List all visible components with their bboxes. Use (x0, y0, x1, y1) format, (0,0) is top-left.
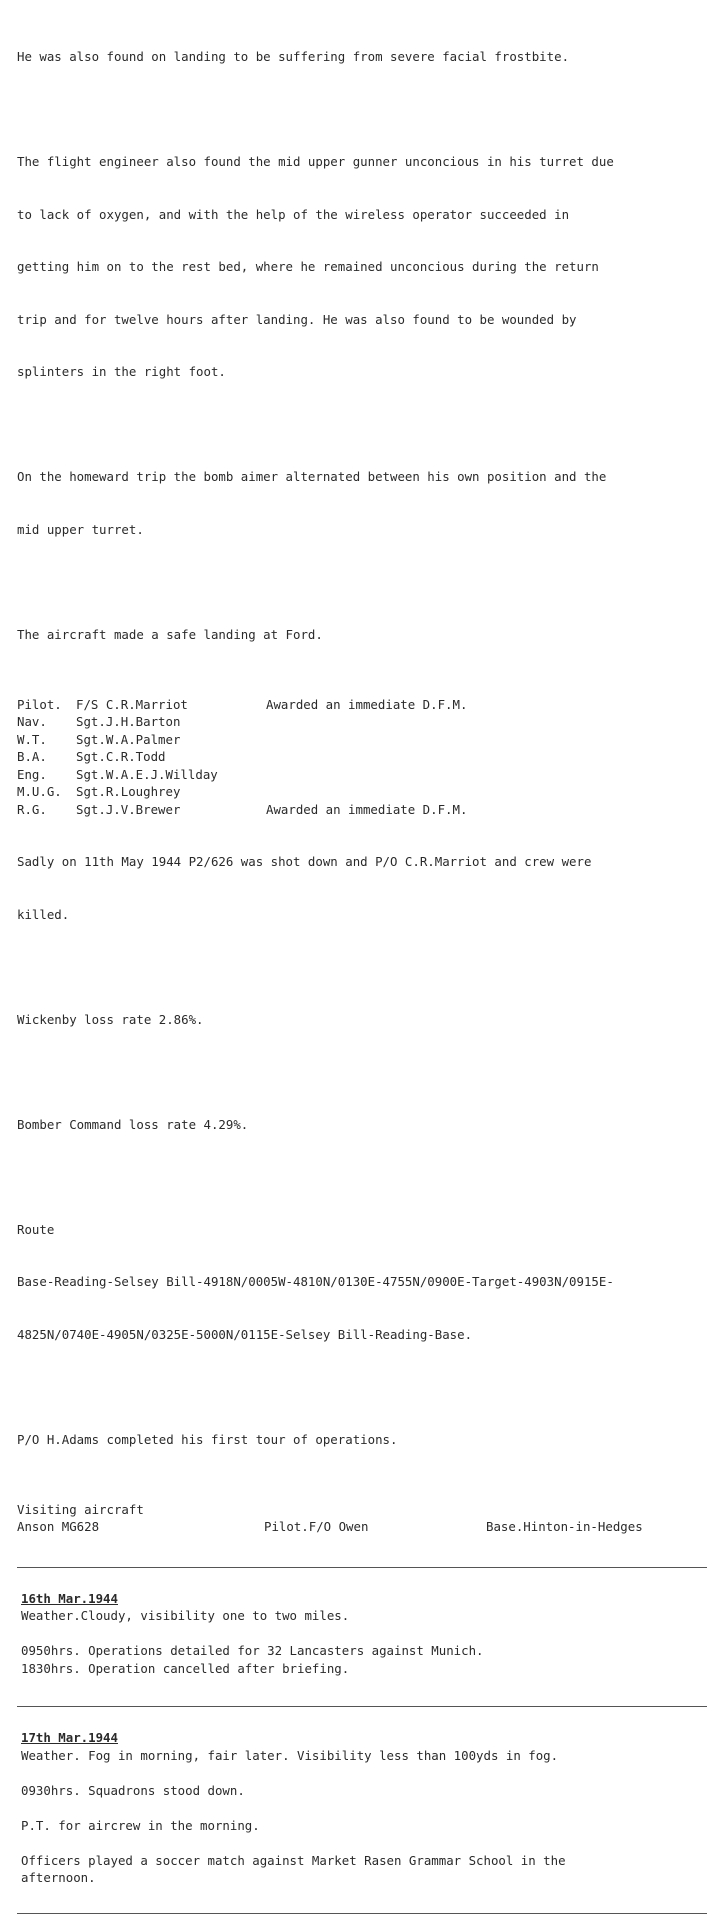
text-line: mid upper turret. (17, 521, 144, 537)
crew-row (17, 731, 717, 749)
tour-paragraph (17, 1396, 717, 1484)
entry-weather: Weather.Cloudy, visibility one to two miles. (21, 1608, 350, 1623)
crew-name: Sgt.W.A.E.J.Willday (76, 766, 218, 782)
diary-entry-17-mar (17, 1729, 717, 1887)
crew-role: Eng. (17, 766, 47, 782)
visiting-label: Visiting aircraft (17, 1501, 144, 1517)
section-divider (17, 1706, 707, 1707)
wickenby-loss-rate (17, 976, 717, 1064)
text-line: Sadly on 11th May 1944 P2/626 was shot down and P/O C.R.Marriot and crew were (17, 854, 592, 869)
crew-role: R.G. (17, 801, 47, 817)
crew-name: F/S C.R.Marriot (76, 696, 188, 712)
text-line: killed. (17, 906, 70, 922)
entry-date: 16th Mar.1944 (21, 1590, 118, 1606)
crew-row (17, 748, 717, 766)
document-page (17, 13, 717, 1914)
route-line: 4825N/0740E-4905N/0325E-5000N/0115E-Selsey Bill-Reading-Base. (17, 1326, 473, 1342)
crew-row (17, 801, 717, 819)
section-divider (17, 1567, 707, 1568)
aftermath-paragraph (17, 818, 717, 958)
crew-row (17, 696, 717, 714)
text-line: 0950hrs. Operations detailed for 32 Lancasters against Munich. (21, 1643, 484, 1658)
entry-date: 17th Mar.1944 (21, 1730, 118, 1745)
visiting-base: Base.Hinton-in-Hedges (486, 1519, 643, 1534)
visiting-row (17, 1518, 717, 1536)
crew-name: Sgt.W.A.Palmer (76, 731, 181, 747)
frostbite-paragraph (17, 13, 717, 101)
crew-name: Sgt.R.Loughrey (76, 784, 181, 799)
diary-entry-16-mar (17, 1590, 717, 1678)
crew-list (17, 696, 717, 819)
text-line: Officers played a soccer match against Market Rasen Grammar School in the (21, 1852, 566, 1868)
route-label: Route (17, 1221, 55, 1237)
crew-role: Pilot. (17, 696, 62, 712)
section-divider (17, 1913, 707, 1914)
visiting-aircraft (17, 1501, 717, 1536)
crew-award: Awarded an immediate D.F.M. (266, 801, 468, 817)
spacer (21, 1834, 717, 1852)
crew-row (17, 713, 717, 731)
spacer (21, 1764, 717, 1782)
landing-paragraph (17, 591, 717, 679)
spacer (21, 1625, 717, 1643)
text-line: trip and for twelve hours after landing. He was also found to be wounded by (17, 311, 577, 327)
crew-row (17, 766, 717, 784)
text-line: afternoon. (21, 1870, 96, 1885)
text-line: 1830hrs. Operation cancelled after briefing. (21, 1660, 350, 1676)
text-line: He was also found on landing to be suffering from severe facial frostbite. (17, 49, 570, 64)
homeward-paragraph (17, 433, 717, 573)
text-line: On the homeward trip the bomb aimer alternated between his own position and the (17, 469, 607, 484)
text-line: splinters in the right foot. (17, 364, 226, 379)
text-line: P.T. for aircrew in the morning. (21, 1817, 260, 1833)
crew-name: Sgt.J.V.Brewer (76, 801, 181, 817)
route-line: Base-Reading-Selsey Bill-4918N/0005W-4810N/0130E-4755N/0900E-Target-4903N/0915E- (17, 1274, 614, 1289)
visiting-aircraft-type: Anson MG628 (17, 1519, 100, 1534)
crew-role: M.U.G. (17, 784, 62, 799)
text-line: to lack of oxygen, and with the help of the wireless operator succeeded in (17, 206, 570, 222)
crew-award: Awarded an immediate D.F.M. (266, 696, 468, 712)
text-line: getting him on to the rest bed, where he remained unconcious during the return (17, 259, 599, 274)
text-line: The aircraft made a safe landing at Ford. (17, 626, 323, 642)
text-line: Wickenby loss rate 2.86%. (17, 1011, 204, 1027)
entry-weather: Weather. Fog in morning, fair later. Visibility less than 100yds in fog. (21, 1747, 559, 1763)
crew-role: B.A. (17, 749, 47, 764)
text-line: P/O H.Adams completed his first tour of operations. (17, 1431, 398, 1447)
visiting-pilot: Pilot.F/O Owen (264, 1519, 369, 1534)
flight-engineer-paragraph (17, 118, 717, 416)
bomber-command-loss-rate (17, 1081, 717, 1169)
crew-name: Sgt.J.H.Barton (76, 714, 181, 729)
crew-name: Sgt.C.R.Todd (76, 749, 166, 764)
text-line: Bomber Command loss rate 4.29%. (17, 1116, 249, 1132)
text-line: The flight engineer also found the mid upper gunner unconcious in his turret due (17, 154, 614, 169)
text-line: 0930hrs. Squadrons stood down. (21, 1782, 245, 1798)
route-paragraph (17, 1186, 717, 1379)
spacer (21, 1799, 717, 1817)
crew-role: Nav. (17, 714, 47, 729)
crew-row (17, 783, 717, 801)
crew-role: W.T. (17, 731, 47, 747)
